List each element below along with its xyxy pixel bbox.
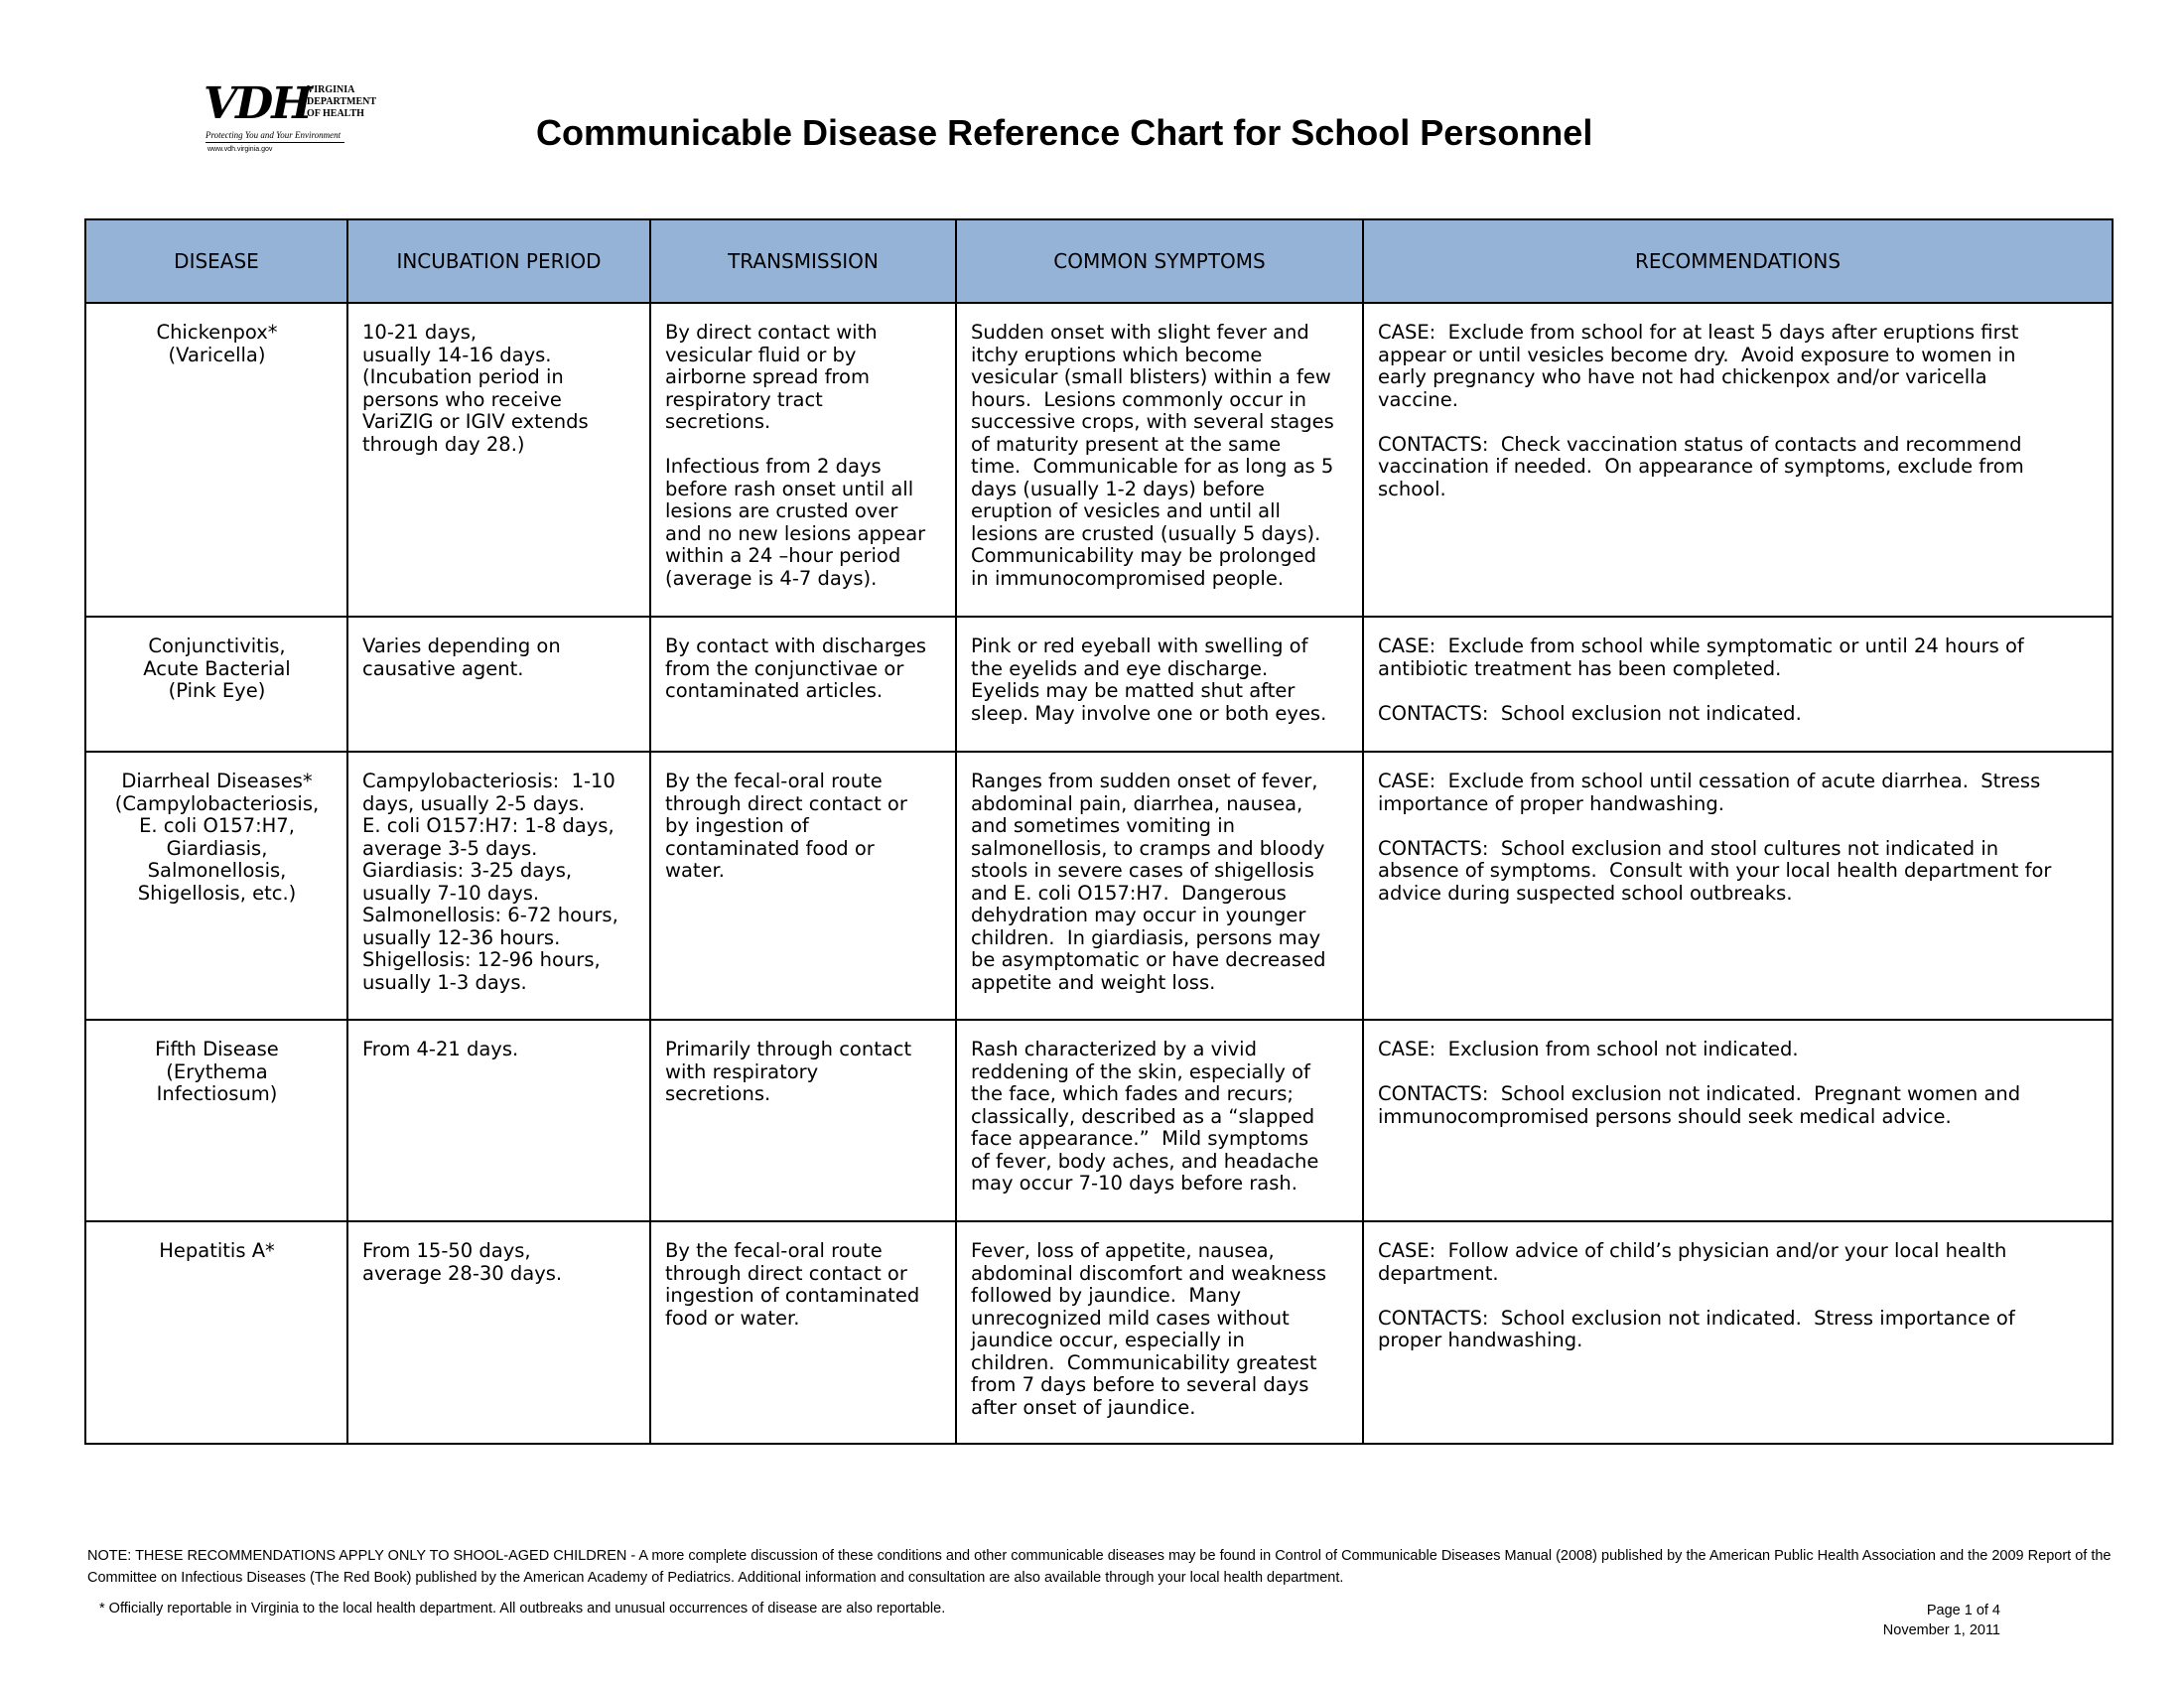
- table-row: [85, 1221, 2113, 1444]
- logo-line: OF HEALTH: [307, 108, 364, 119]
- logo-line: DEPARTMENT: [307, 96, 377, 107]
- logo-agency-name: [307, 84, 376, 120]
- cell-transmission: By the fecal-oral route through direct contact or by ingestion of contaminated food or water.: [650, 752, 956, 1020]
- table-header-row: [85, 219, 2113, 303]
- header-disease: DISEASE: [85, 219, 347, 303]
- logo-line: VIRGINIA: [307, 84, 355, 95]
- logo-mark: VDH: [204, 78, 311, 129]
- cell-recommendations: CASE: Exclusion from school not indicated. CONTACTS: School exclusion not indicated. Pregnant women and immunocompromised persons should seek medical advice.: [1363, 1020, 2113, 1221]
- table-row: [85, 617, 2113, 752]
- table-row: [85, 1020, 2113, 1221]
- cell-disease: Diarrheal Diseases* (Campylobacteriosis, E. coli O157:H7, Giardiasis, Salmonellosis, Shigellosis, etc.): [85, 752, 347, 1020]
- header-transmission: TRANSMISSION: [650, 219, 956, 303]
- cell-disease: Conjunctivitis, Acute Bacterial (Pink Eye): [85, 617, 347, 752]
- cell-incubation: Varies depending on causative agent.: [347, 617, 650, 752]
- vdh-logo: [204, 78, 377, 162]
- header-common-symptoms: COMMON SYMPTOMS: [956, 219, 1363, 303]
- reportable-footnote: * Officially reportable in Virginia to the local health department. All outbreaks and unusual occurrences of disease are also reportable.: [99, 1601, 946, 1617]
- cell-disease: Chickenpox* (Varicella): [85, 303, 347, 617]
- table-row: [85, 752, 2113, 1020]
- logo-tagline: Protecting You and Your Environment: [205, 130, 341, 140]
- page-number: Page 1 of 4: [1926, 1603, 2000, 1618]
- cell-incubation: Campylobacteriosis: 1-10 days, usually 2-5 days. E. coli O157:H7: 1-8 days, average 3-5 days. Giardiasis: 3-25 days, usually 7-10 days. Salmonellosis: 6-72 hours, usually 12-36 hours. Shigellosis: 12-96 hours, usually 1-3 days.: [347, 752, 650, 1020]
- cell-transmission: By contact with discharges from the conjunctivae or contaminated articles.: [650, 617, 956, 752]
- logo-rule: [205, 142, 344, 143]
- cell-incubation: From 4-21 days.: [347, 1020, 650, 1221]
- cell-recommendations: CASE: Exclude from school while symptomatic or until 24 hours of antibiotic treatment has been completed. CONTACTS: School exclusion not indicated.: [1363, 617, 2113, 752]
- logo-url: www.vdh.virginia.gov: [207, 146, 273, 153]
- cell-incubation: From 15-50 days, average 28-30 days.: [347, 1221, 650, 1444]
- cell-transmission: Primarily through contact with respiratory secretions.: [650, 1020, 956, 1221]
- cell-transmission: By the fecal-oral route through direct contact or ingestion of contaminated food or water.: [650, 1221, 956, 1444]
- header-recommendations: RECOMMENDATIONS: [1363, 219, 2113, 303]
- cell-symptoms: Ranges from sudden onset of fever, abdominal pain, diarrhea, nausea, and sometimes vomiting in salmonellosis, to cramps and bloody stools in severe cases of shigellosis and E. coli O157:H7. Dangerous dehydration may occur in younger children. In giardiasis, persons may be asymptomatic or have decreased appetite and weight loss.: [956, 752, 1363, 1020]
- disease-table: [84, 218, 2114, 1445]
- cell-recommendations: CASE: Follow advice of child’s physician and/or your local health department. CONTACTS: School exclusion not indicated. Stress importance of proper handwashing.: [1363, 1221, 2113, 1444]
- page-date: November 1, 2011: [1882, 1622, 2000, 1638]
- table-row: [85, 303, 2113, 617]
- cell-transmission: By direct contact with vesicular fluid or by airborne spread from respiratory tract secretions. Infectious from 2 days before rash onset until all lesions are crusted over and no new lesions appear within a 24 –hour period (average is 4-7 days).: [650, 303, 956, 617]
- cell-disease: Hepatitis A*: [85, 1221, 347, 1444]
- page-info: [1866, 1601, 2000, 1640]
- cell-symptoms: Pink or red eyeball with swelling of the eyelids and eye discharge. Eyelids may be matted shut after sleep. May involve one or both eyes.: [956, 617, 1363, 752]
- cell-symptoms: Rash characterized by a vivid reddening of the skin, especially of the face, which fades and recurs; classically, described as a “slapped face appearance.” Mild symptoms of fever, body aches, and headache may occur 7-10 days before rash.: [956, 1020, 1363, 1221]
- note-paragraph: NOTE: THESE RECOMMENDATIONS APPLY ONLY TO SHOOL-AGED CHILDREN - A more complete discussion of these conditions and other communicable diseases may be found in Control of Communicable Diseases Manual (2008) published by the American Public Health Association and the 2009 Report of the Committee on Infectious Diseases (The Red Book) published by the American Academy of Pediatrics. Additional information and consultation are also available through your local health department.: [87, 1548, 2112, 1586]
- cell-incubation: 10-21 days, usually 14-16 days. (Incubation period in persons who receive VariZIG or IGIV extends through day 28.): [347, 303, 650, 617]
- page-title: Communicable Disease Reference Chart for School Personnel: [536, 112, 1593, 153]
- cell-recommendations: CASE: Exclude from school until cessation of acute diarrhea. Stress importance of proper handwashing. CONTACTS: School exclusion and stool cultures not indicated in absence of symptoms. Consult with your local health department for advice during suspected school outbreaks.: [1363, 752, 2113, 1020]
- cell-recommendations: CASE: Exclude from school for at least 5 days after eruptions first appear or until vesicles become dry. Avoid exposure to women in early pregnancy who have not had chickenpox and/or varicella vaccine. CONTACTS: Check vaccination status of contacts and recommend vaccination if needed. On appearance of symptoms, exclude from school.: [1363, 303, 2113, 617]
- cell-symptoms: Sudden onset with slight fever and itchy eruptions which become vesicular (small blisters) within a few hours. Lesions commonly occur in successive crops, with several stages of maturity present at the same time. Communicable for as long as 5 days (usually 1-2 days) before eruption of vesicles and until all lesions are crusted (usually 5 days). Communicability may be prolonged in immunocompromised people.: [956, 303, 1363, 617]
- header-incubation-period: INCUBATION PERIOD: [347, 219, 650, 303]
- cell-disease: Fifth Disease (Erythema Infectiosum): [85, 1020, 347, 1221]
- cell-symptoms: Fever, loss of appetite, nausea, abdominal discomfort and weakness followed by jaundice. Many unrecognized mild cases without jaundice occur, especially in children. Communicability greatest from 7 days before to several days after onset of jaundice.: [956, 1221, 1363, 1444]
